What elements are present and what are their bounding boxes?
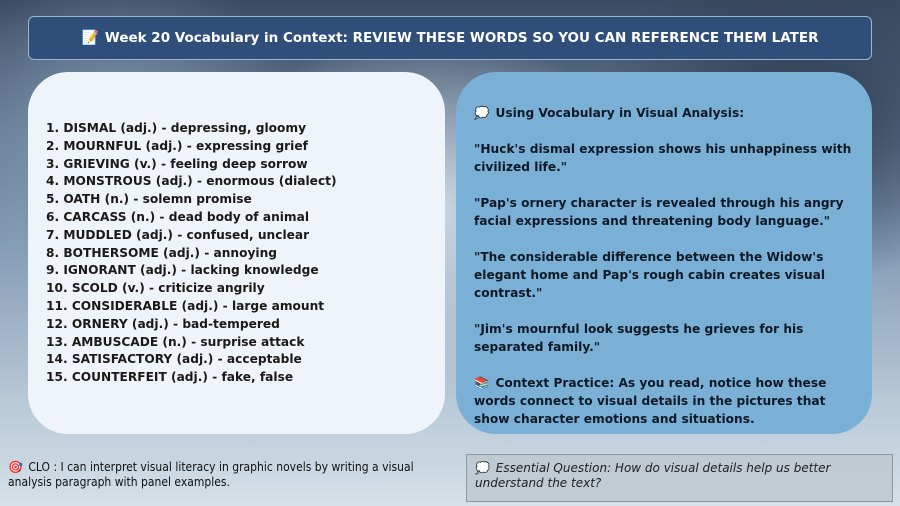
context-practice-text: Context Practice: As you read, notice how these words connect to visual details in the pictures that show character emotions and situations. <box>474 376 827 426</box>
essential-question-box <box>466 454 893 502</box>
visual-analysis-panel <box>456 72 872 434</box>
vocab-item: 5. OATH (n.) - solemn promise <box>46 192 252 207</box>
vocab-item: 4. MONSTROUS (adj.) - enormous (dialect) <box>46 174 337 189</box>
vocab-item: 9. IGNORANT (adj.) - lacking knowledge <box>46 263 319 278</box>
thought-bubble-icon: 💭 <box>475 461 490 475</box>
analysis-heading <box>474 104 854 122</box>
clo-statement <box>8 460 438 490</box>
vocab-item: 7. MUDDLED (adj.) - confused, unclear <box>46 227 310 242</box>
vocab-item: 10. SCOLD (v.) - criticize angrily <box>46 281 265 296</box>
vocab-item: 15. COUNTERFEIT (adj.) - fake, false <box>46 370 294 385</box>
analysis-example: "The considerable difference between the Widow's elegant home and Pap's rough cabin creates visual contrast." <box>474 250 826 300</box>
target-icon: 🎯 <box>8 460 23 474</box>
vocab-item: 8. BOTHERSOME (adj.) - annoying <box>46 245 277 260</box>
footer-bar <box>0 452 900 506</box>
speech-bubble-icon: 💭 <box>474 106 490 120</box>
title-banner <box>28 16 872 60</box>
vocab-item: 2. MOURNFUL (adj.) - expressing grief <box>46 138 308 153</box>
context-practice <box>474 374 854 428</box>
analysis-example: "Pap's ornery character is revealed through his angry facial expressions and threatening body language." <box>474 196 844 228</box>
vocab-item: 11. CONSIDERABLE (adj.) - large amount <box>46 298 325 313</box>
memo-icon: 📝 <box>81 30 99 46</box>
vocab-item: 12. ORNERY (adj.) - bad-tempered <box>46 316 280 331</box>
vocab-item: 3. GRIEVING (v.) - feeling deep sorrow <box>46 156 308 171</box>
analysis-example: "Jim's mournful look suggests he grieves for his separated family." <box>474 322 804 354</box>
essential-question-text: Essential Question: How do visual details help us better understand the text? <box>475 461 831 490</box>
vocab-item: 13. AMBUSCADE (n.) - surprise attack <box>46 334 305 349</box>
banner-title: Week 20 Vocabulary in Context: REVIEW THESE WORDS SO YOU CAN REFERENCE THEM LATER <box>104 30 819 46</box>
vocabulary-list <box>46 120 427 387</box>
vocab-item: 14. SATISFACTORY (adj.) - acceptable <box>46 352 302 367</box>
books-icon: 📚 <box>474 376 490 390</box>
vocab-item: 6. CARCASS (n.) - dead body of animal <box>46 209 310 224</box>
vocabulary-panel <box>28 72 445 434</box>
vocab-item: 1. DISMAL (adj.) - depressing, gloomy <box>46 121 307 135</box>
analysis-heading-text: Using Vocabulary in Visual Analysis: <box>495 106 745 120</box>
analysis-example: "Huck's dismal expression shows his unhappiness with civilized life." <box>474 142 852 174</box>
clo-text: CLO : I can interpret visual literacy in graphic novels by writing a visual analysis paragraph with panel examples. <box>8 460 414 489</box>
